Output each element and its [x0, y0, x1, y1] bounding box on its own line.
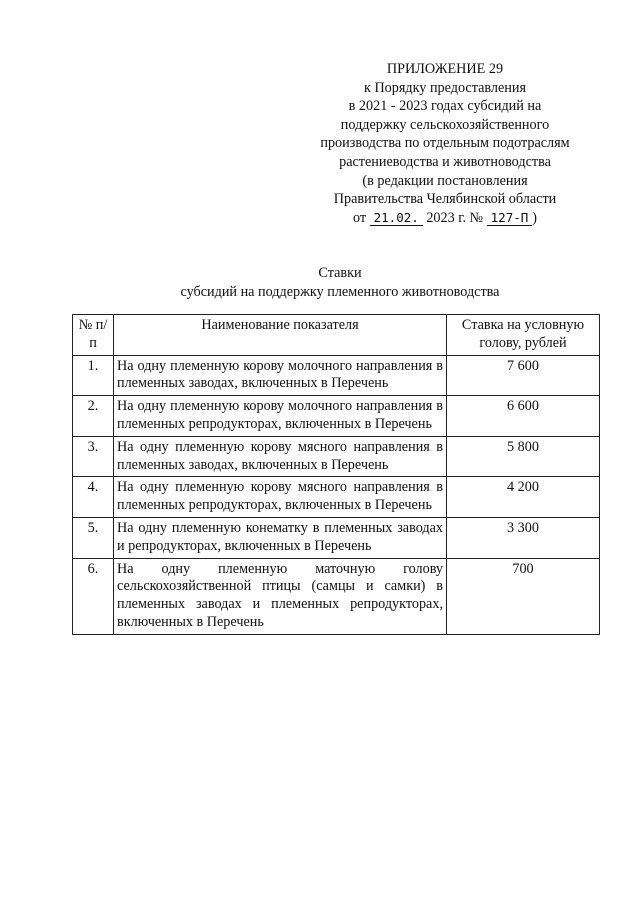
table-row [73, 558, 600, 634]
appendix-line: в 2021 - 2023 годах субсидий на [348, 98, 542, 115]
appendix-header [300, 60, 590, 227]
header-rate: Ставка на условную голову, рублей [447, 315, 600, 356]
row-name: На одну племенную корову мясного направления в племенных заводах, включенных в Перечень [114, 436, 447, 477]
row-name: На одну племенную корову молочного направления в племенных заводах, включенных в Перечень [114, 355, 447, 396]
appendix-line: растениеводства и животноводства [339, 153, 551, 170]
row-rate: 4 200 [447, 477, 600, 518]
row-name: На одну племенную конематку в племенных заводах и репродукторах, включенных в Перечень [114, 517, 447, 558]
table-header-row [73, 315, 600, 356]
row-num: 3. [73, 436, 114, 477]
row-name: На одну племенную маточную голову сельскохозяйственной птицы (самцы и самки) в племенных заводах и племенных репродукторах, включенных в Перечень [114, 558, 447, 634]
header-name: Наименование показателя [114, 315, 447, 356]
appendix-line: к Порядку предоставления [364, 79, 526, 96]
table-row [73, 355, 600, 396]
date-value: 21.02. [370, 210, 423, 226]
row-rate: 7 600 [447, 355, 600, 396]
title-line-2: субсидий на поддержку племенного животноводства [180, 283, 500, 300]
row-name: На одну племенную корову мясного направления в племенных репродукторах, включенных в Перечень [114, 477, 447, 518]
closing-paren: ) [532, 209, 538, 226]
decree-number: 127-П [487, 210, 533, 226]
table-row [73, 517, 600, 558]
appendix-line: Правительства Челябинской области [333, 191, 557, 208]
row-rate: 6 600 [447, 396, 600, 437]
year-text: 2023 г. № [426, 209, 484, 226]
row-num: 4. [73, 477, 114, 518]
row-num: 6. [73, 558, 114, 634]
table-row [73, 477, 600, 518]
row-num: 2. [73, 396, 114, 437]
table-row [73, 436, 600, 477]
header-num: № п/п [73, 315, 114, 356]
appendix-line: поддержку сельскохозяйственного [340, 116, 550, 133]
row-rate: 700 [447, 558, 600, 634]
date-prefix: от [352, 209, 367, 226]
table-row [73, 396, 600, 437]
row-num: 5. [73, 517, 114, 558]
rates-table [72, 314, 600, 635]
row-num: 1. [73, 355, 114, 396]
appendix-line: производства по отдельным подотраслям [320, 135, 570, 152]
row-name: На одну племенную корову молочного направления в племенных репродукторах, включенных в Перечень [114, 396, 447, 437]
document-title [100, 264, 580, 301]
row-rate: 5 800 [447, 436, 600, 477]
appendix-line: (в редакции постановления [362, 172, 528, 189]
row-rate: 3 300 [447, 517, 600, 558]
appendix-date-line [300, 209, 590, 228]
appendix-title: ПРИЛОЖЕНИЕ 29 [386, 61, 504, 77]
title-line-1: Ставки [318, 265, 362, 281]
